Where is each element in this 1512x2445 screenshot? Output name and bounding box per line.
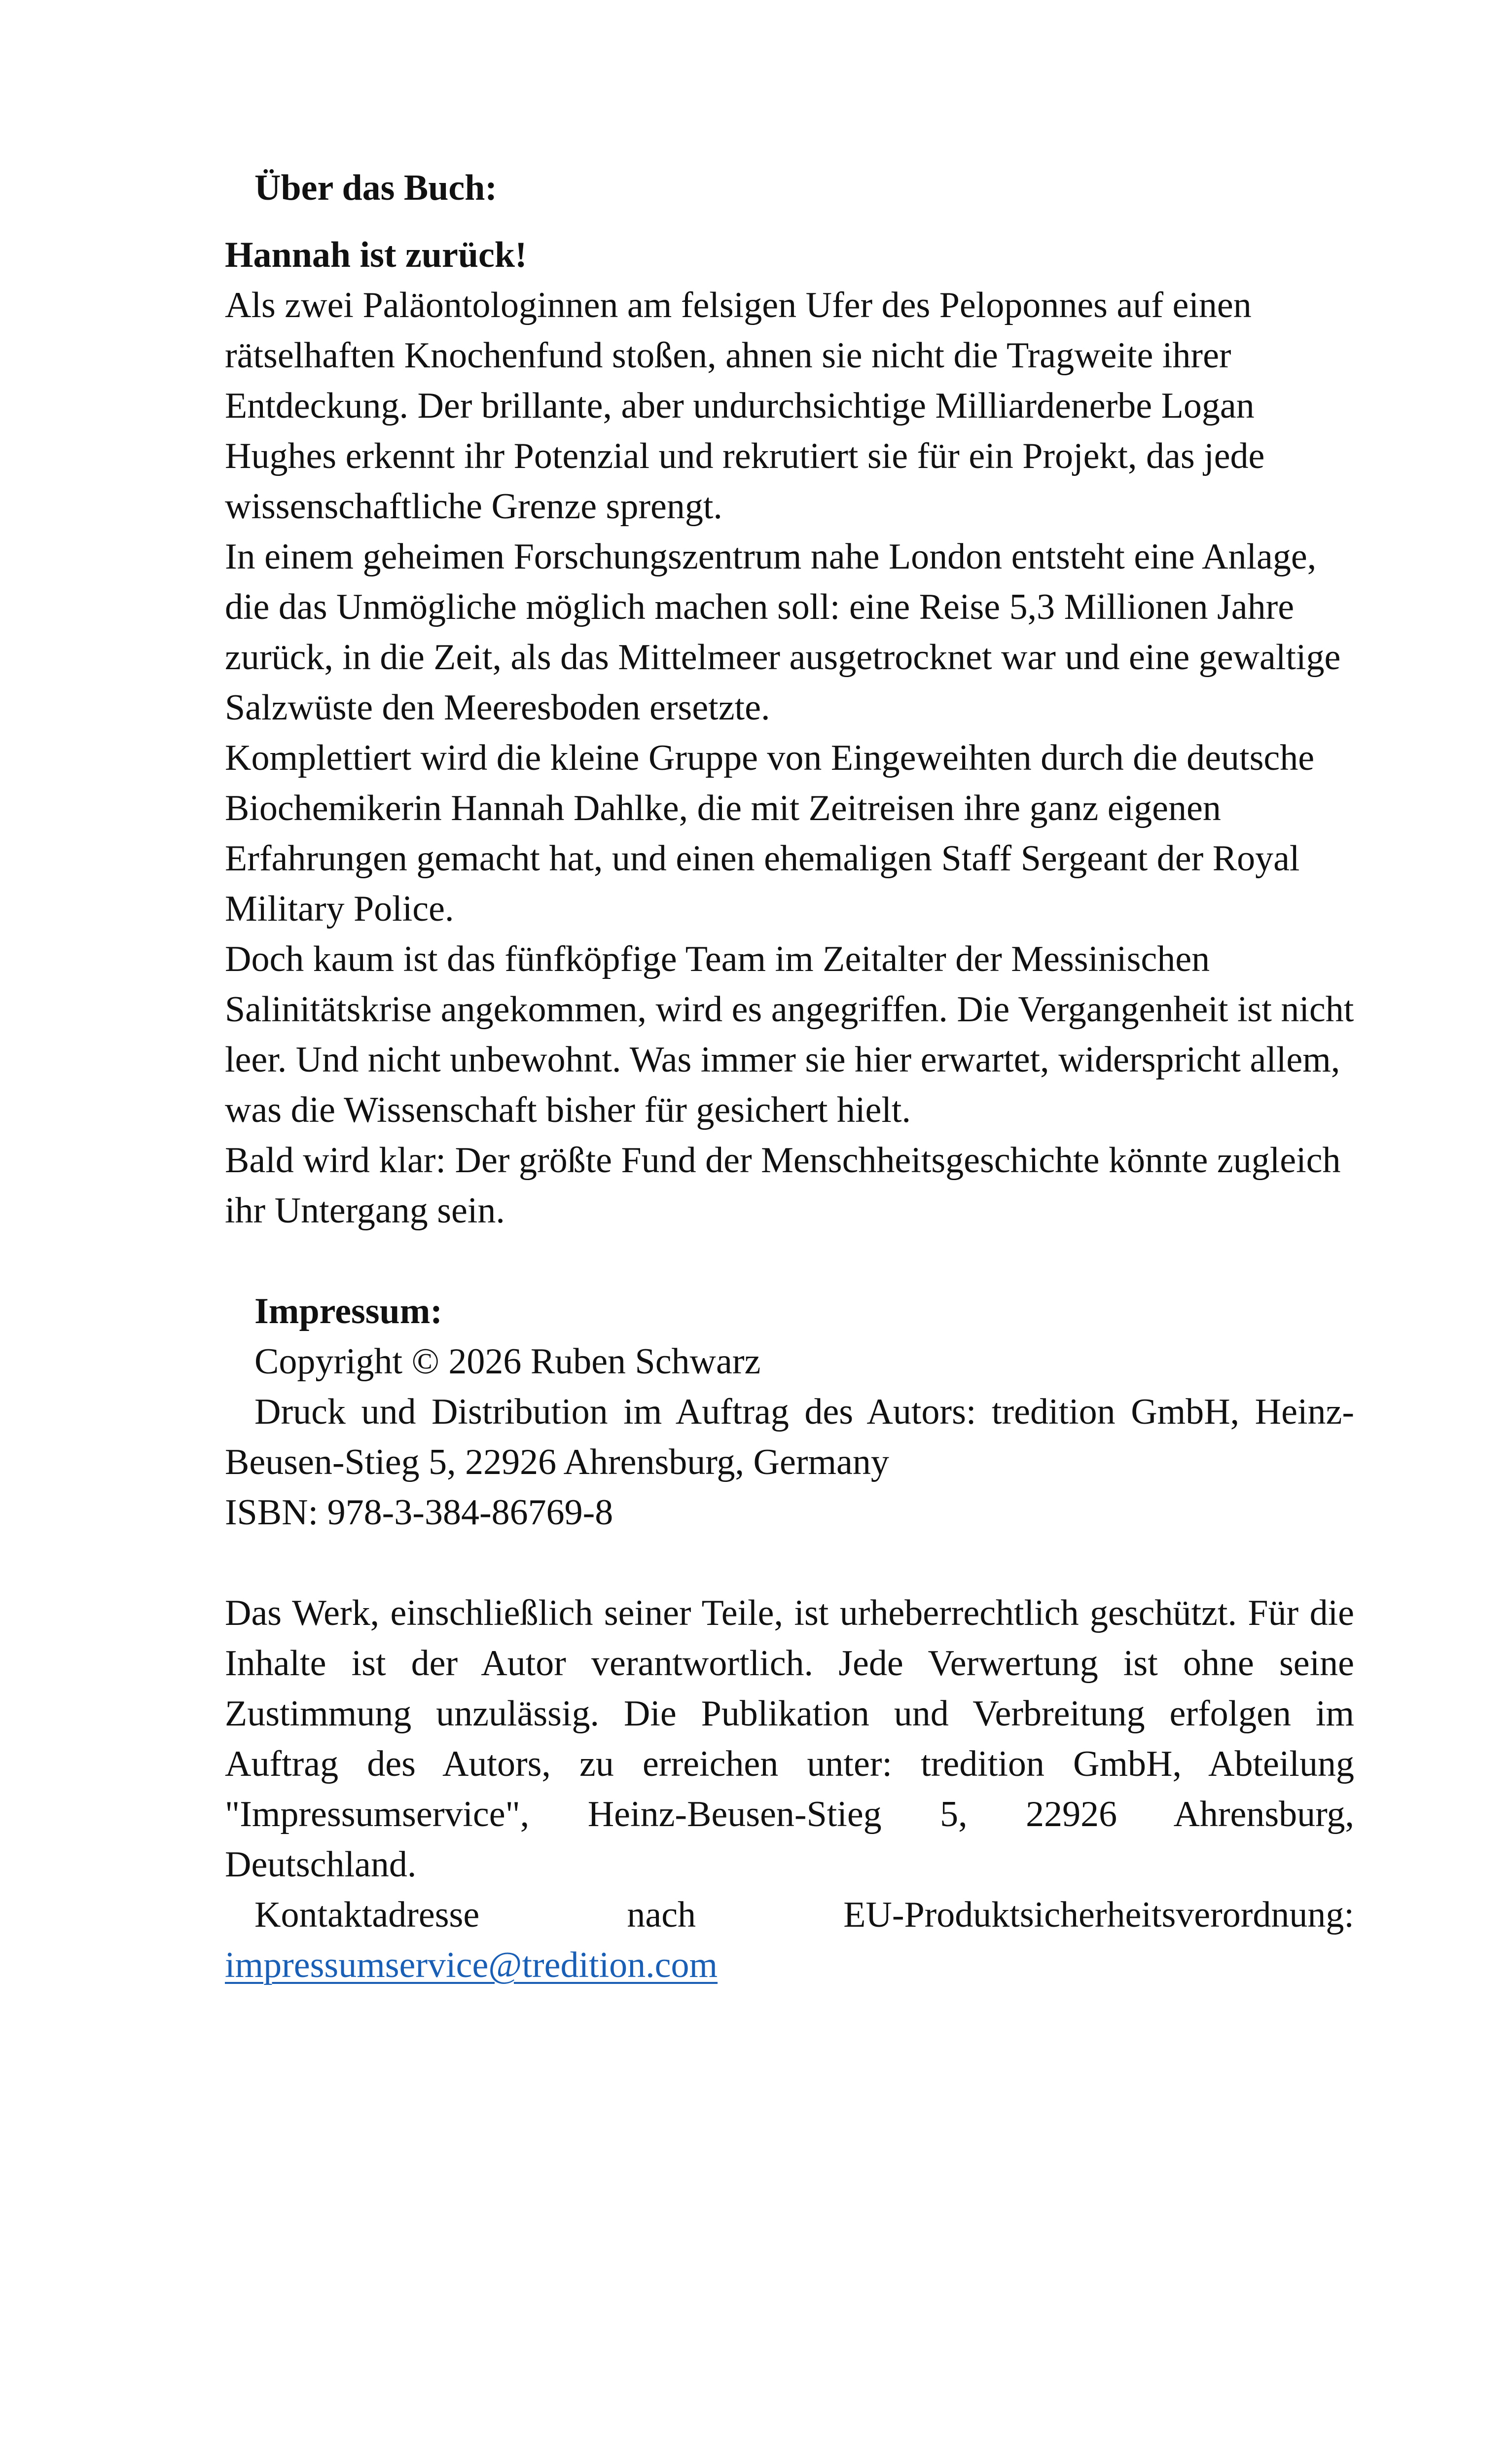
print-distribution-text: Druck und Distribution im Auftrag des Autors: tredition GmbH, Heinz-Beusen-Stieg 5, 22926 Ahrensburg, Germany <box>225 1392 1354 1482</box>
blurb-paragraph: Komplettiert wird die kleine Gruppe von Eingeweihten durch die deutsche Biochemikerin Hannah Dahlke, die mit Zeitreisen ihre ganz eigenen Erfahrungen gemacht hat, und einen ehemaligen Staff Sergeant der Royal Military Police. <box>225 738 1315 929</box>
blurb-paragraph: Als zwei Paläontologinnen am felsigen Ufer des Peloponnes auf einen rätselhaften Knochenfund stoßen, ahnen sie nicht die Tragweite ihrer Entdeckung. Der brillante, aber undurchsichtige Milliardenerbe Logan Hughes erkennt ihr Potenzial und rekrutiert sie für ein Projekt, das jede wissenschaftliche Grenze sprengt. <box>225 285 1265 527</box>
section-spacer <box>225 1236 1354 1286</box>
book-front-matter <box>225 163 1354 1990</box>
about-heading: Über das Buch: <box>254 168 498 208</box>
impressum-spacer <box>225 1538 1354 1588</box>
about-section <box>225 163 1354 1236</box>
isbn-line: ISBN: 978-3-384-86769-8 <box>225 1492 613 1533</box>
legal-notice: Das Werk, einschließlich seiner Teile, ist urheberrechtlich geschützt. Für die Inhalte ist der Autor verantwortlich. Jede Verwertung ist ohne seine Zustimmung unzulässig. Die Publikation und Verbreitung erfolgen im Auftrag des Autors, zu erreichen unter: tredition GmbH, Abteilung "Impressumservice", Heinz-Beusen-Stieg 5, 22926 Ahrensburg, Deutschland. <box>225 1593 1354 1885</box>
print-distribution-line <box>225 1387 1354 1487</box>
contact-email-link[interactable]: impressumservice@tredition.com <box>225 1945 718 1985</box>
blurb-paragraph: In einem geheimen Forschungszentrum nahe London entsteht eine Anlage, die das Unmögliche möglich machen soll: eine Reise 5,3 Millionen Jahre zurück, in die Zeit, als das Mittelmeer ausgetrocknet war und eine gewaltige Salzwüste den Meeresboden ersetzte. <box>225 537 1341 728</box>
blurb-paragraph: Doch kaum ist das fünfköpfige Team im Zeitalter der Messinischen Salinitätskrise angekommen, wird es angegriffen. Die Vergangenheit ist nicht leer. Und nicht unbewohnt. Was immer sie hier erwartet, widerspricht allem, was die Wissenschaft bisher für gesichert hielt. <box>225 939 1354 1130</box>
impressum-section <box>225 1286 1354 1990</box>
blurb-paragraph: Bald wird klar: Der größte Fund der Menschheitsgeschichte könnte zugleich ihr Untergang sein. <box>225 1140 1341 1231</box>
book-tagline: Hannah ist zurück! <box>225 235 527 275</box>
contact-line <box>225 1890 1354 1990</box>
contact-label: Kontaktadresse nach EU-Produktsicherheitsverordnung: <box>254 1895 1354 1935</box>
copyright-line: Copyright © 2026 Ruben Schwarz <box>254 1341 761 1382</box>
impressum-heading: Impressum: <box>254 1291 442 1331</box>
